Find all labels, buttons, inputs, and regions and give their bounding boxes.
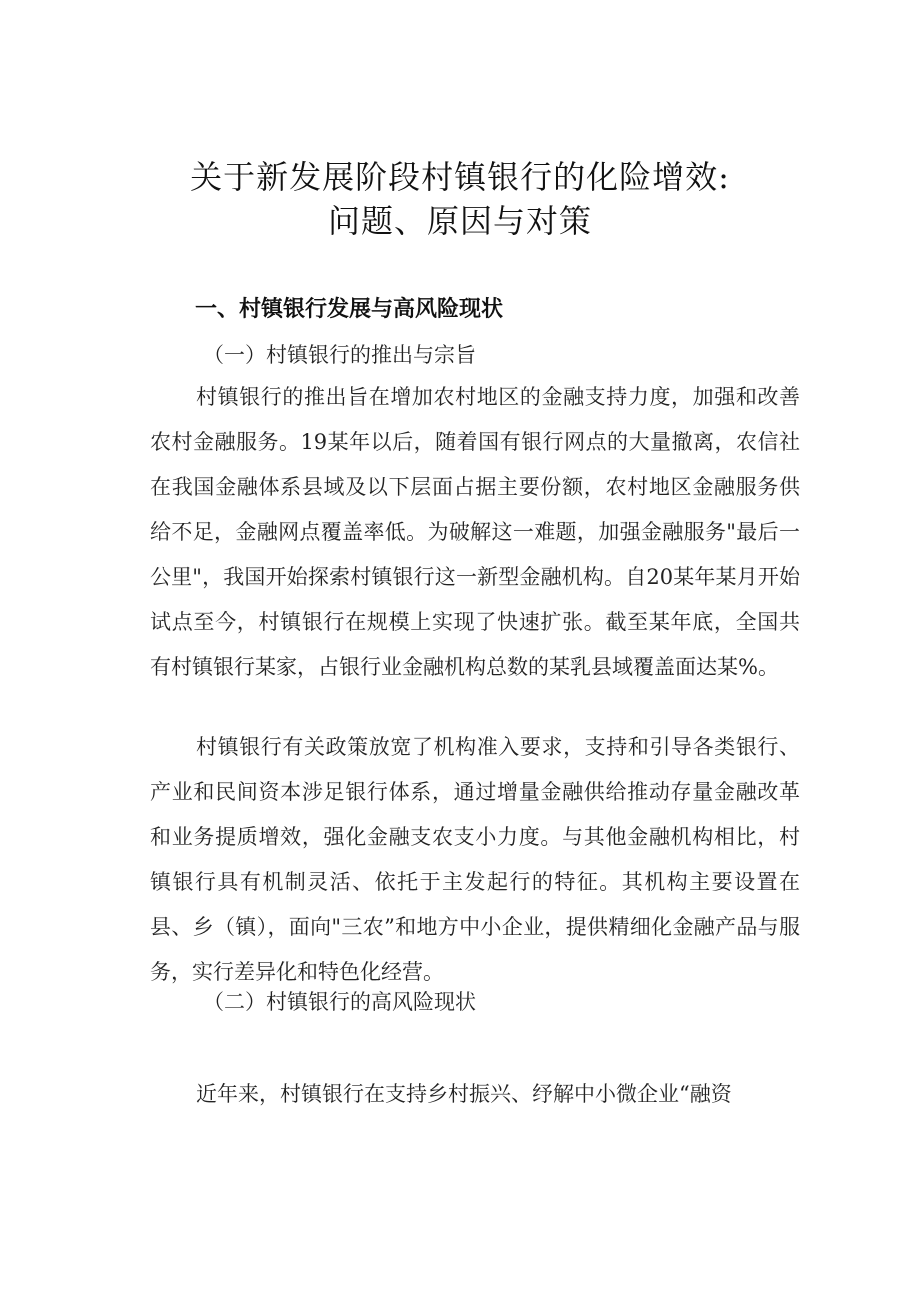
document-title-line1: 关于新发展阶段村镇银行的化险增效: bbox=[190, 158, 730, 196]
subsection-heading-1: （一）村镇银行的推出与宗旨 bbox=[203, 343, 476, 367]
section-heading-1: 一、村镇银行发展与高风险现状 bbox=[195, 297, 504, 322]
paragraph-2: 村镇银行有关政策放宽了机构准入要求，支持和引导各类银行、产业和民间资本涉足银行体系，通过增量金融供给推动存量金融改革和业务提质增效，强化金融支农支小力度。与其他金融机构相比，村镇银行具有机制灵活、依托于主发起行的特征。其机构主要设置在县、乡（镇），面向"三农”和地方中小企业，提供精细化金融产品与服务，实行差异化和特色化经营。 bbox=[150, 735, 800, 984]
document-title-line2: 问题、原因与对策 bbox=[327, 202, 592, 240]
paragraph-3: 近年来，村镇银行在支持乡村振兴、纾解中小微企业“融资 bbox=[196, 1082, 732, 1106]
paragraph-1: 村镇银行的推出旨在增加农村地区的金融支持力度，加强和改善农村金融服务。19某年以后，随着国有银行网点的大量撤离，农信社在我国金融体系县域及以下层面占据主要份额，农村地区金融服务供给不足，金融网点覆盖率低。为破解这一难题，加强金融服务"最后一公里"，我国开始探索村镇银行这一新型金融机构。自20某年某月开始试点至今，村镇银行在规模上实现了快速扩张。截至某年底，全国共有村镇银行某家，占银行业金融机构总数的某乳县域覆盖面达某%。 bbox=[150, 385, 800, 679]
subsection-heading-2: （二）村镇银行的高风险现状 bbox=[203, 990, 476, 1014]
